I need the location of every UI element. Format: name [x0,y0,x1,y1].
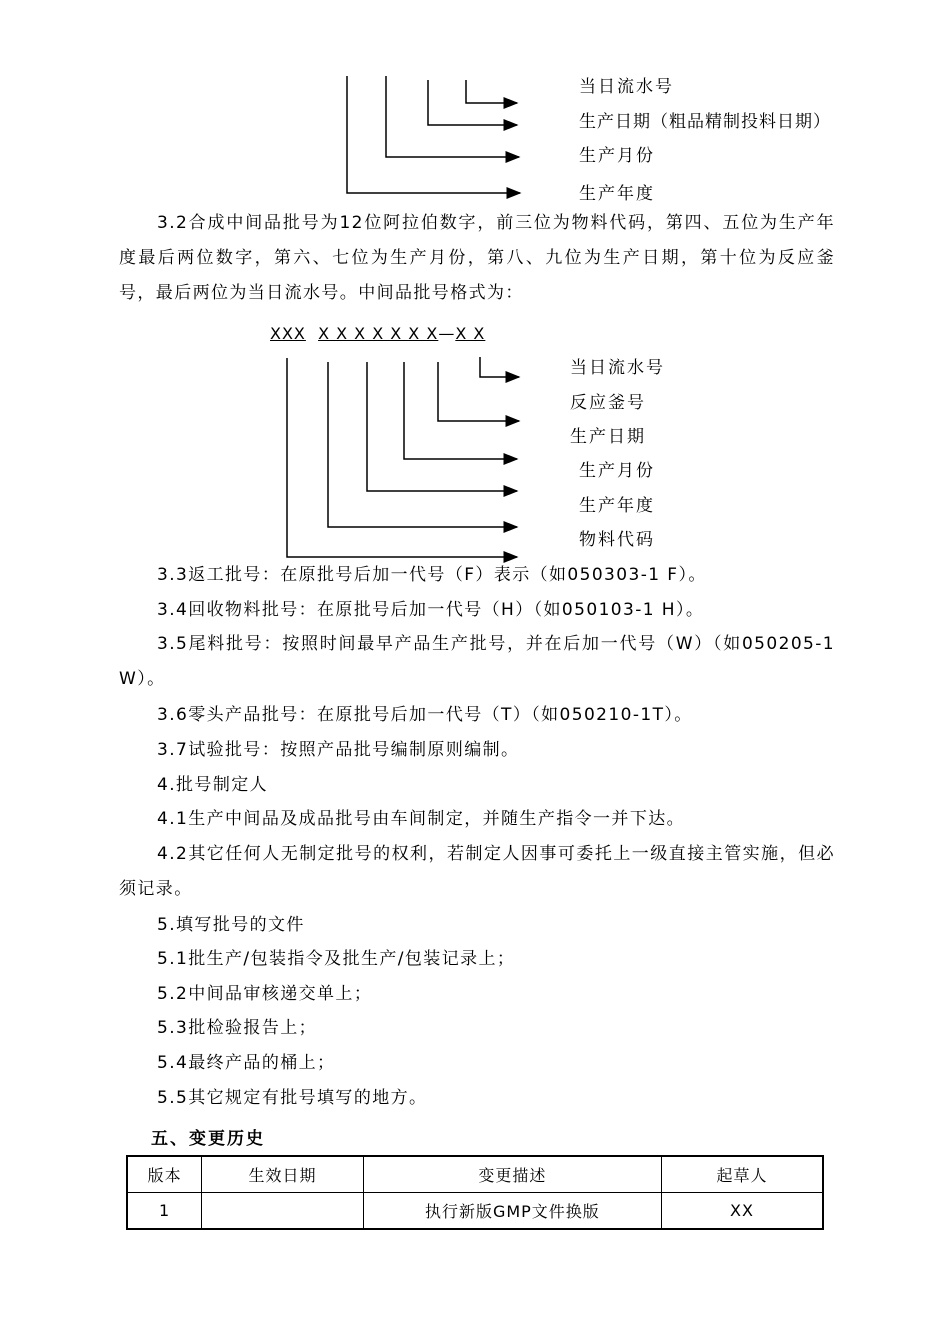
format-dash: — [438,324,456,343]
header-drafter: 起草人 [661,1156,823,1193]
arrow-sequence-2 [480,357,519,377]
diagram1-label-sequence: 当日流水号 [579,77,674,97]
arrow-year-2 [328,362,517,527]
arrow-month [386,76,519,157]
paragraph-5-4: 5.4最终产品的桶上； [157,1053,336,1073]
cell-drafter: XX [661,1193,823,1230]
diagram2-label-month: 生产月份 [579,461,655,481]
table-header-row [127,1156,823,1193]
paragraph-4-2: 4.2其它任何人无制定批号的权利，若制定人因事可委托上一级直接主管实施，但必须记录。 [119,844,835,899]
diagram2-label-year: 生产年度 [579,496,655,516]
table-row [127,1193,823,1230]
paragraph-5-1: 5.1批生产/包装指令及批生产/包装记录上； [157,949,516,969]
section-title: 五、变更历史 [151,1129,265,1149]
format-main: X X X X X X X [318,324,439,343]
batch-format [270,324,485,343]
diagram1-label-month: 生产月份 [579,146,655,166]
paragraph-3-4: 3.4回收物料批号：在原批号后加一代号（H）（如050103-1 H）。 [157,600,705,620]
paragraph-3-7: 3.7试验批号：按照产品批号编制原则编制。 [157,740,520,760]
diagram1-label-year: 生产年度 [579,184,655,204]
paragraph-5-3: 5.3批检验报告上； [157,1018,318,1038]
header-effective-date: 生效日期 [202,1156,364,1193]
format-suffix: X X [455,324,486,343]
format-prefix: XXX [270,324,306,343]
cell-version: 1 [127,1193,202,1230]
paragraph-3-2: 3.2合成中间品批号为12位阿拉伯数字，前三位为物料代码，第四、五位为生产年度最后两位数字，第六、七位为生产月份，第八、九位为生产日期，第十位为反应釜号，最后两位为当日流水号。中间品批号格式为： [119,213,835,303]
cell-effective-date [202,1193,364,1230]
paragraph-3-3: 3.3返工批号：在原批号后加一代号（F）表示（如050303-1 F）。 [157,565,707,585]
arrow-sequence [466,80,517,103]
arrow-month-2 [367,362,517,491]
paragraph-5-2: 5.2中间品审核递交单上； [157,984,373,1004]
paragraph-4: 4.批号制定人 [157,775,269,795]
cell-change-description: 执行新版GMP文件换版 [363,1193,661,1230]
header-change-description: 变更描述 [363,1156,661,1193]
diagram2-label-material: 物料代码 [579,530,655,550]
diagram2-label-day: 生产日期 [570,427,646,447]
header-version: 版本 [127,1156,202,1193]
paragraph-4-1: 4.1生产中间品及成品批号由车间制定，并随生产指令一并下达。 [157,809,686,829]
diagram2-label-reactor: 反应釜号 [570,393,646,413]
diagram1-label-day: 生产日期（粗品精制投料日期） [579,112,831,132]
arrow-reactor [438,362,519,421]
diagram2-label-sequence: 当日流水号 [570,358,665,378]
arrow-year [347,76,520,193]
paragraph-5-5: 5.5其它规定有批号填写的地方。 [157,1088,428,1108]
change-history-table [126,1155,824,1230]
paragraph-5: 5.填写批号的文件 [157,915,305,935]
paragraph-3-5: 3.5尾料批号：按照时间最早产品生产批号，并在后加一代号（W）（如050205-1 W）。 [119,634,835,689]
paragraph-3-6: 3.6零头产品批号：在原批号后加一代号（T）（如050210-1T）。 [157,705,693,725]
